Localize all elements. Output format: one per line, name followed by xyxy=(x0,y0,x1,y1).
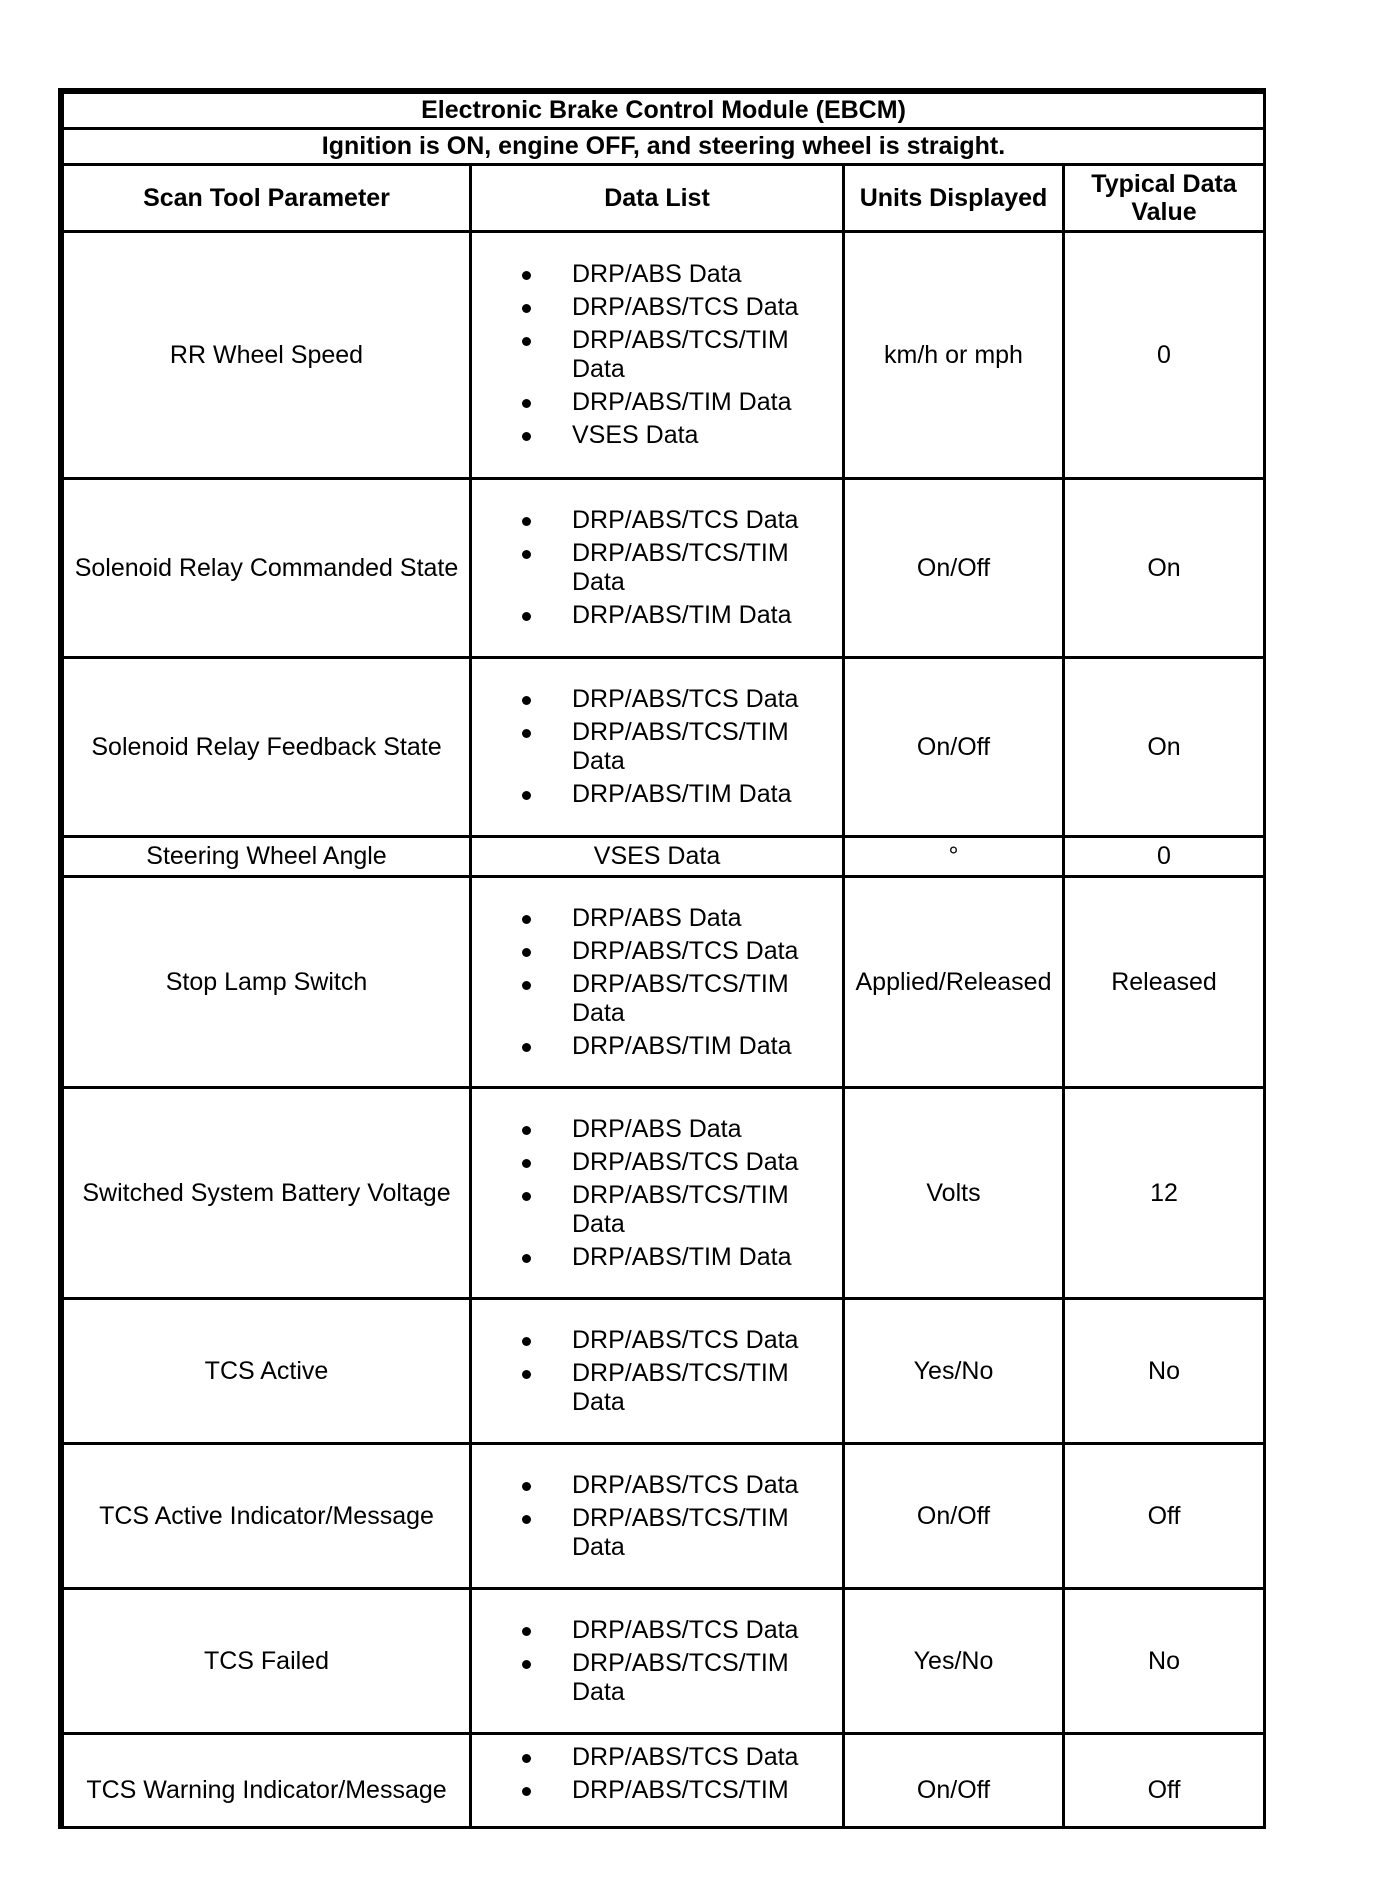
data-list-item: DRP/ABS/TIM Data xyxy=(572,1032,832,1061)
data-list-item: DRP/ABS/TCS Data xyxy=(572,1743,832,1772)
row-units: On/Off xyxy=(844,1734,1064,1830)
table-row xyxy=(63,658,1265,837)
row-param: Stop Lamp Switch xyxy=(63,877,471,1088)
data-list-item: DRP/ABS/TCS Data xyxy=(572,1471,832,1500)
data-list-item: DRP/ABS/TCS Data xyxy=(572,685,832,714)
row-data-list xyxy=(471,1088,844,1299)
row-typical-value: 0 xyxy=(1064,837,1265,877)
ebcm-data-table-page xyxy=(58,88,1266,1829)
table-row xyxy=(63,1444,1265,1589)
data-list-item: DRP/ABS/TIM Data xyxy=(572,1243,832,1272)
row-typical-value: 12 xyxy=(1064,1088,1265,1299)
table-condition: Ignition is ON, engine OFF, and steering wheel is straight. xyxy=(63,129,1265,165)
row-param: RR Wheel Speed xyxy=(63,232,471,479)
table-row xyxy=(63,877,1265,1088)
table-row xyxy=(63,837,1265,877)
data-list-item: DRP/ABS/TIM Data xyxy=(572,388,832,417)
row-units: Yes/No xyxy=(844,1589,1064,1734)
table-row xyxy=(63,479,1265,658)
data-list-item: DRP/ABS/TCS/TIM Data xyxy=(572,326,832,384)
data-list-item: DRP/ABS/TIM Data xyxy=(572,780,832,809)
data-list-item: DRP/ABS/TCS/TIM Data xyxy=(572,1181,832,1239)
row-param: TCS Failed xyxy=(63,1589,471,1734)
data-list-item: DRP/ABS/TIM Data xyxy=(572,601,832,630)
row-units: ° xyxy=(844,837,1064,877)
data-list-item: DRP/ABS/TCS/TIM Data xyxy=(572,970,832,1028)
row-units: Applied/Released xyxy=(844,877,1064,1088)
row-units: Volts xyxy=(844,1088,1064,1299)
data-list-item: DRP/ABS/TCS Data xyxy=(572,293,832,322)
data-list-item: VSES Data xyxy=(572,421,832,450)
row-units: On/Off xyxy=(844,479,1064,658)
row-typical-value: Off xyxy=(1064,1734,1265,1830)
row-typical-value: On xyxy=(1064,479,1265,658)
data-list-item: DRP/ABS/TCS/TIM xyxy=(572,1776,832,1805)
row-data-list xyxy=(471,658,844,837)
row-param: Solenoid Relay Feedback State xyxy=(63,658,471,837)
table-row xyxy=(63,232,1265,479)
data-list-item: DRP/ABS/TCS/TIM Data xyxy=(572,1649,832,1707)
row-data-list xyxy=(471,479,844,658)
data-list-item: DRP/ABS/TCS Data xyxy=(572,1148,832,1177)
table-row xyxy=(63,1734,1265,1830)
table-row xyxy=(63,1589,1265,1734)
row-data-list xyxy=(471,1734,844,1830)
data-list-item: DRP/ABS/TCS Data xyxy=(572,937,832,966)
table-title: Electronic Brake Control Module (EBCM) xyxy=(63,93,1265,129)
row-typical-value: On xyxy=(1064,658,1265,837)
data-list-item: DRP/ABS Data xyxy=(572,1115,832,1144)
table-row xyxy=(63,1088,1265,1299)
row-param: Solenoid Relay Commanded State xyxy=(63,479,471,658)
row-param: TCS Warning Indicator/Message xyxy=(63,1734,471,1830)
data-list-item: DRP/ABS/TCS/TIM Data xyxy=(572,1359,832,1417)
row-param: TCS Active Indicator/Message xyxy=(63,1444,471,1589)
row-data-list xyxy=(471,1299,844,1444)
row-data-list xyxy=(471,1589,844,1734)
data-list-item: DRP/ABS/TCS/TIM Data xyxy=(572,718,832,776)
data-list-item: DRP/ABS Data xyxy=(572,260,832,289)
row-param: TCS Active xyxy=(63,1299,471,1444)
row-units: km/h or mph xyxy=(844,232,1064,479)
row-typical-value: 0 xyxy=(1064,232,1265,479)
header-units-displayed: Units Displayed xyxy=(844,165,1064,232)
row-typical-value: No xyxy=(1064,1589,1265,1734)
data-list-item: DRP/ABS/TCS/TIM Data xyxy=(572,539,832,597)
row-data-list xyxy=(471,1444,844,1589)
row-param: Switched System Battery Voltage xyxy=(63,1088,471,1299)
row-typical-value: Off xyxy=(1064,1444,1265,1589)
row-units: Yes/No xyxy=(844,1299,1064,1444)
row-param: Steering Wheel Angle xyxy=(63,837,471,877)
data-list-item: DRP/ABS/TCS Data xyxy=(572,1326,832,1355)
ebcm-data-table xyxy=(61,91,1266,1829)
header-data-list: Data List xyxy=(471,165,844,232)
header-scan-tool-parameter: Scan Tool Parameter xyxy=(63,165,471,232)
data-list-item: DRP/ABS Data xyxy=(572,904,832,933)
data-list-item: DRP/ABS/TCS/TIM Data xyxy=(572,1504,832,1562)
row-data-list: VSES Data xyxy=(471,837,844,877)
row-typical-value: Released xyxy=(1064,877,1265,1088)
row-typical-value: No xyxy=(1064,1299,1265,1444)
row-data-list xyxy=(471,877,844,1088)
row-units: On/Off xyxy=(844,1444,1064,1589)
row-units: On/Off xyxy=(844,658,1064,837)
header-typical-data-value: Typical Data Value xyxy=(1064,165,1265,232)
data-list-item: DRP/ABS/TCS Data xyxy=(572,506,832,535)
data-list-item: DRP/ABS/TCS Data xyxy=(572,1616,832,1645)
table-row xyxy=(63,1299,1265,1444)
row-data-list xyxy=(471,232,844,479)
